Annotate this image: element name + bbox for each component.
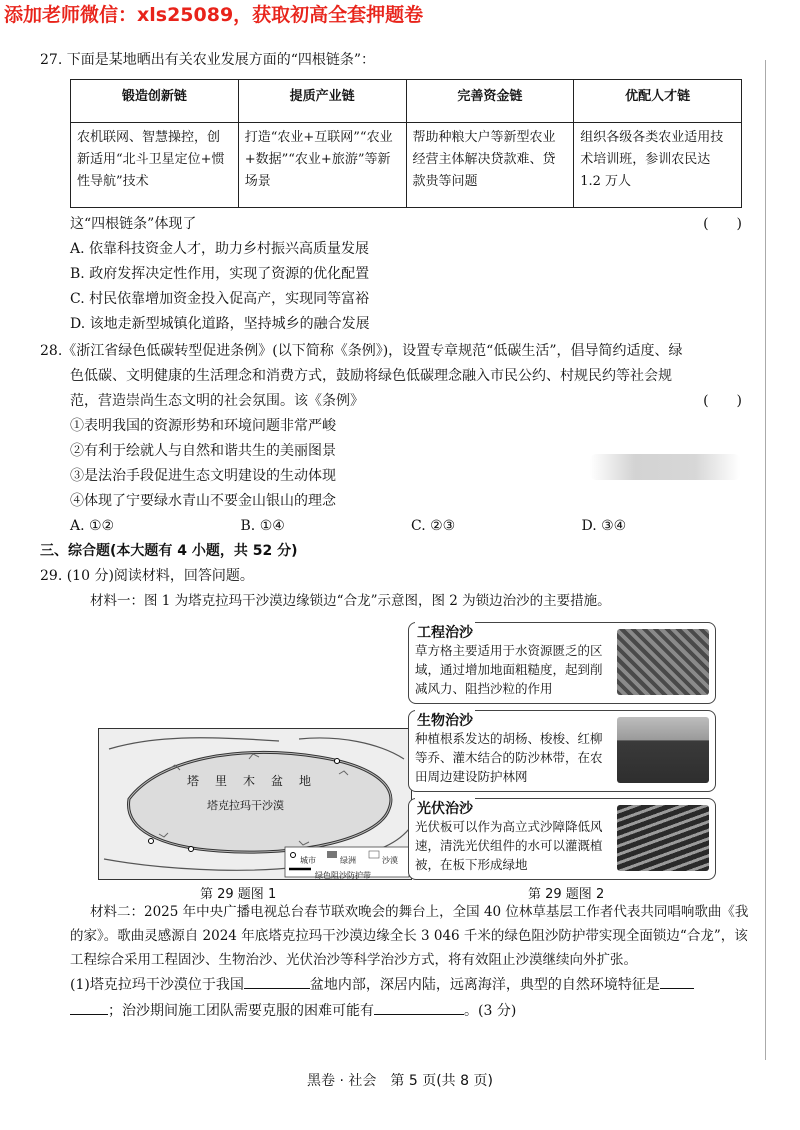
question-27 [40, 48, 752, 337]
choice-a: A. ①② [70, 518, 115, 534]
statement-1: ①表明我国的资源形势和环境问题非常严峻 [70, 418, 336, 434]
q28-line-1: 28.《浙江省绿色低碳转型促进条例》(以下简称《条例》)，设置专章规范“低碳生活”，倡导简约适度、绿 [40, 343, 683, 359]
solar-panel-photo [617, 805, 709, 871]
answer-blank-feature[interactable] [660, 972, 694, 989]
table-header: 优配人才链 [574, 80, 742, 123]
option-a: A. 依靠科技资金人才，助力乡村振兴高质量发展 [70, 241, 370, 257]
table-cell: 组织各级各类农业适用技术培训班，参训农民达 1.2 万人 [574, 123, 742, 208]
choice-c: C. ②③ [411, 518, 456, 534]
scan-edge-line [765, 60, 766, 1060]
figure-1-caption: 第 29 题图 1 [200, 887, 277, 902]
legend-oasis: 绿洲 [340, 856, 356, 865]
page-footer: 黑卷 · 社会 第 5 页(共 8 页) [307, 1073, 493, 1089]
card-engineering [408, 622, 716, 704]
option-d: D. 该地走新型城镇化道路，坚持城乡的融合发展 [70, 316, 370, 332]
q27-stem-row [40, 212, 752, 237]
table-header: 提质产业链 [238, 80, 406, 123]
choice-b: B. ①④ [240, 518, 285, 534]
card-title: 工程治沙 [415, 621, 475, 646]
figure-2-caption: 第 29 题图 2 [528, 887, 605, 902]
sub-question-1 [40, 972, 752, 1024]
four-chains-table [70, 79, 742, 208]
answer-blank-difficulty[interactable] [374, 998, 464, 1015]
q28-line-3: 范，营造崇尚生态文明的社会氛围。该《条例》 [70, 393, 364, 409]
q28-choices [40, 514, 752, 539]
table-header: 完善资金链 [406, 80, 574, 123]
answer-paren: ( ) [703, 216, 742, 232]
option-c: C. 村民依靠增加资金投入促高产，实现同等富裕 [70, 291, 370, 307]
table-header: 锻造创新链 [71, 80, 239, 123]
statement-2: ②有利于绘就人与自然和谐共生的美丽图景 [70, 443, 336, 459]
q27-stem: 这“四根链条”体现了 [70, 216, 197, 232]
sub1-part-c: ；治沙期间施工团队需要克服的困难可能有 [108, 1003, 374, 1019]
q27-title: 27. 下面是某地晒出有关农业发展方面的“四根链条”： [40, 52, 376, 68]
card-body: 光伏板可以作为高立式沙障降低风速，清洗光伏组件的水可以灌溉植被，在板下形成绿地 [415, 819, 603, 872]
answer-blank-feature-cont[interactable] [70, 998, 108, 1015]
promo-banner: 添加老师微信：xls25089，获取初高全套押题卷 [4, 4, 424, 26]
card-title: 光伏治沙 [415, 797, 475, 822]
choice-d: D. ③④ [581, 518, 627, 534]
q28-line-2: 色低碳、文明健康的生活理念和消费方式，鼓励将绿色低碳理念融入市民公约、村规民约等社会规 [70, 368, 672, 384]
table-cell: 打造“农业+互联网”“农业+数据”“农业+旅游”等新场景 [238, 123, 406, 208]
straw-checkerboard-photo [617, 629, 709, 695]
material-1: 材料一：图 1 为塔克拉玛干沙漠边缘锁边“合龙”示意图，图 2 为锁边治沙的主要措施。 [90, 593, 611, 609]
card-photovoltaic [408, 798, 716, 880]
figures-area [40, 618, 752, 900]
table-cell: 帮助种粮大户等新型农业经营主体解决贷款难、贷款贵等问题 [406, 123, 574, 208]
map-label-desert: 塔克拉玛干沙漠 [207, 799, 284, 812]
card-title: 生物治沙 [415, 709, 475, 734]
material-2: 材料二：2025 年中央广播电视总台春节联欢晚会的舞台上，全国 40 位林草基层工作者代表共同唱响歌曲《我的家》。歌曲灵感源自 2024 年底塔克拉玛干沙漠边缘全长 3 046 千米的绿色阻沙防护带实现全面锁边“合龙”，该工程综合采用工程固沙、生物治沙、光伏治沙等科学治沙方式，将有效阻止沙漠继续向外扩张。 [70, 904, 749, 968]
desert-map [98, 728, 412, 880]
answer-blank-basin[interactable] [244, 972, 310, 989]
section-3-heading: 三、综合题(本大题有 4 小题，共 52 分) [40, 543, 298, 559]
legend-green-belt: 绿色阻沙防护带 [315, 871, 371, 880]
map-label-basin: 塔 里 木 盆 地 [187, 774, 314, 788]
table-cell: 农机联网、智慧操控，创新适用“北斗卫星定位+惯性导航”技术 [71, 123, 239, 208]
q28-line-3-row [40, 389, 752, 414]
statement-4: ④体现了宁要绿水青山不要金山银山的理念 [70, 493, 336, 509]
legend-desert: 沙漠 [382, 856, 398, 865]
question-28 [40, 339, 752, 539]
legend-city: 城市 [300, 856, 316, 865]
card-biological [408, 710, 716, 792]
statement-3: ③是法治手段促进生态文明建设的生动体现 [70, 468, 336, 484]
question-29 [40, 564, 752, 1024]
sub1-part-d: 。(3 分) [464, 1003, 517, 1019]
sub1-part-a: (1)塔克拉玛干沙漠位于我国 [70, 977, 244, 993]
card-body: 种植根系发达的胡杨、梭梭、红柳等乔、灌木结合的防沙林带，在农田周边建设防护林网 [415, 731, 603, 784]
answer-paren: ( ) [703, 393, 742, 409]
option-b: B. 政府发挥决定性作用，实现了资源的优化配置 [70, 266, 370, 282]
q29-title: 29. (10 分)阅读材料，回答问题。 [40, 568, 254, 584]
card-body: 草方格主要适用于水资源匮乏的区域，通过增加地面粗糙度，起到削减风力、阻挡沙粒的作用 [415, 643, 603, 696]
shelterbelt-photo [617, 717, 709, 783]
exam-page [40, 48, 752, 1024]
sub1-part-b: 盆地内部，深居内陆，远离海洋，典型的自然环境特征是 [309, 977, 660, 993]
